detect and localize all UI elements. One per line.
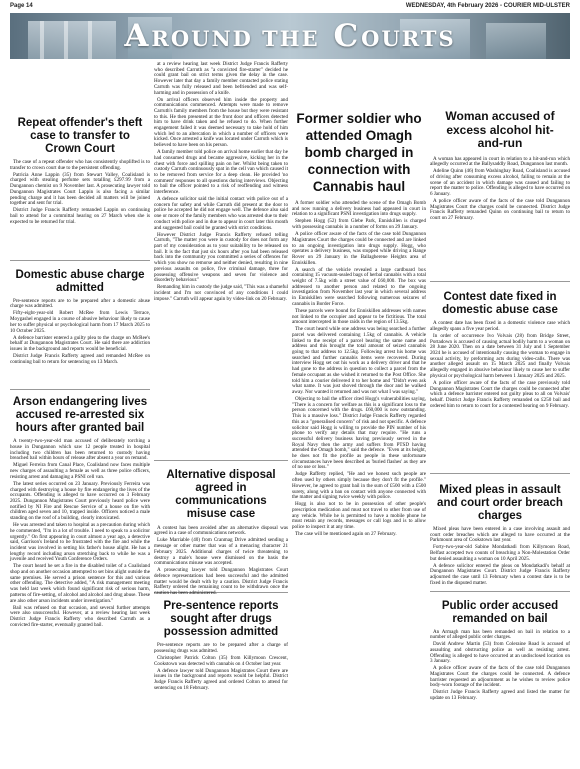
headline-mixed-pleas: Mixed pleas in assault and court order breach charges [437, 483, 563, 522]
headline-former-soldier: Former soldier who attended Omagh bomb charged in connection with Cannabis haul [296, 111, 422, 194]
article-paragraph: These parcels were bound for Enniskillen addresses with names not linked to the occupier and appear to be fictitious. The total amount intercepted in those raids in the region of 13.5kg. [292, 307, 426, 326]
article-paragraph: A twenty-two-year-old man accused of deliberately torching a house in Dungannon which saw 12 people treated in hospital including two children has been returned to custody having breached bail within hours of release after absent a year on remand. [10, 438, 150, 462]
column-2 [154, 62, 288, 733]
article-paragraph: A family member told police on arrival home earlier that day he had consumed drugs and became aggressive, kicking her in the chest with force and spilling pain on her. Whilst being taken to custody Carruth continuously spat in the cell van which caused it to be removed from service for a deep clean. He provided 'no comment' responses to all questions during interviews. Objecting to bail the officer pointed to a risk of reoffending and witness interference. [154, 149, 288, 196]
article-paragraph: He was arrested and taken to hospital as a precaution during which he commented, "I'm in a lot of trouble. I need to speak to a solicitor urgently." On first appearing in court almost a year ago, a detective said, Garrison's Ireland to be frustrated with the fire and while the incident was involved in setting his father's house alight. He has a lengthy record including arson stretching back to while he was a juvenile and received Youth Conference Orders. [10, 522, 150, 563]
article-paragraph: On arrival officers observed him inside the property and communications commenced. Attempts were made to remove Carruth's family members from the house but they were resistant to this. He then presented at the front door and officers detected him to have drink taken and he refused to do. When further engagement failed it was deemed necessary to take hold of him which led to an altercation in which a number of officers were kicked. Once arrested a knife was located under Carruth which is believed to have been on his person. [154, 96, 288, 149]
article-paragraph: Remanding him in custody the judge said, "This was a shameful incident and I'm not convinced of any conditions I could impose." Carruth will appear again by video-link on 20 February. [154, 284, 288, 302]
article-paragraph: However District Judge Francis Rafferty refused telling Carruth, "The matter you were in custody for does not form any part of my consideration as to your suitability to be released on bail. It is the fact that just six hours after you had been released back into the community you committed a series of offences for which you show no remorse and neither denied, resulting in nine previous assaults on police, five criminal damage, three for possessing offensive weapons and seven for violence and disorderly behaviour." [154, 231, 288, 284]
article-paragraph: A former soldier who attended the scene of the Omagh Bomb and now running a delivery business had appeared in court in relation to a significant PSNI investigation into drugs supply. [292, 200, 426, 218]
article-paragraph: The case will be mentioned again on 27 February. [295, 531, 397, 538]
section-banner [10, 13, 570, 59]
article-former-soldier [292, 201, 426, 721]
article-paragraph: Adeline Quinn (46) from Washingbay Road, Coalisland is accused of driving after consuming excess alcohol, failing to remain at the scene of an accident in which damage was caused and failing to report the matter to police. Offending is alleged to have occurred on 6 January. [430, 168, 570, 198]
article-paragraph: An Armagh man has been remanded on bail in relation to a number of alleged public order charges. [430, 628, 570, 641]
article-paragraph: District Judge Francis Rafferty agreed and listed the matter for update on 13 February. [430, 689, 570, 702]
section-title-initial-c: C [333, 18, 362, 54]
article-paragraph: Pre-sentence reports are to be prepared after a charge of possessing drugs was admitted. [154, 642, 288, 655]
article-paragraph: Bail was refused on that occasion, and several further attempts were also unsuccessful. However, at a review hearing last week District Judge Francis Rafferty who described Carruth as a convicted fire-starter, eventually granted bail. [10, 604, 150, 628]
article-paragraph: A defence solicitor said the initial contact with police out of a concern for safety and while Carruth did present at the door to police he accepted he did not engage well. The defence also said one or more of the family members who was arrested due to their conduct with police and in due to appear in court later this month and suggested bail could be granted with strict conditions. [154, 196, 288, 231]
article-paragraph: at a review hearing last week District Judge Francis Rafferty who described Carruth as "a convicted fire-starter" decided he could grant bail on strict terms given the delay in the case. However later that day a family member contacted police stating Carruth was fully released and been befriended and was self-harming and in possession of a knife. [154, 61, 288, 96]
article-paragraph: A police officer aware of the facts of the case previously told Dungannon Magistrates Court the charges could be connected after which a defence barrister entered not guilty pleas to all on Volvais' behalf. District Judge Francis Rafferty remanded on £250 bail and ordered him to return to court for a contested hearing on 9 February. [430, 379, 570, 409]
article-divider [430, 281, 570, 282]
article-paragraph: Christopher Patrick Colton (35) from Killymoon Crescent, Cookstown was detected with cannabis on 4 October last year. [154, 655, 288, 667]
article-paragraph: Miguel Ferreira from Canal Place, Coalisland now faces multiple new charges of assaulting a female as well as three police officers, resisting arrest and damaging a PSNI cell van. [10, 462, 150, 480]
section-title [10, 18, 570, 54]
headline-hit-and-run: Woman accused of excess alcohol hit-and-run [445, 109, 555, 150]
article-paragraph: Stephen Hogg (52) from Glebe Park, Enniskillen is charged with possessing cannabis in a number of forms on 29 January. [292, 218, 426, 231]
article-contest-date [430, 321, 570, 469]
article-hit-and-run [430, 157, 570, 277]
article-paragraph: Mixed pleas have been entered in a case involving assault and court order breaches which are alleged to have occurred at the Parkmount area of Cookstown last year. [430, 525, 570, 544]
column-4 [430, 62, 570, 733]
article-paragraph: A defence barrister entered a guilty plea to the charge on McRee's behalf at Dungannon Magistrates Court. He said there are addiction issues in the background and reports would be beneficial. [10, 334, 150, 352]
headline-contest-date: Contest date fixed in domestic abuse case [442, 291, 558, 317]
article-divider [430, 473, 570, 474]
article-paragraph: Patricia Anne Lappin (35) from Stewart Valley, Coalisland is charged with stealing perfume sets totalling £297.99 from a Dungannon chemist on 9 November last. A prosecuting lawyer told Dungannon Magistrates Court Lappin is also facing a similar pending charge and it has been decided all matters will be joined together and sent for trial. [10, 171, 150, 207]
article-theft-case [10, 160, 150, 256]
section-title-middle: ROUND THE [151, 26, 320, 51]
article-domestic-abuse-admitted [10, 299, 150, 385]
article-divider [154, 460, 288, 461]
article-paragraph: A police officer aware of the facts of the case told Dungannon Magistrates Court the charges could be connected and are linked to an ongoing investigation into drugs supply. Hogg, who operates a delivery business, was stopped while driving a Range Rover on 29 January in the Ballagherene Heights area of Enniskillen. [292, 231, 426, 266]
article-paragraph: Luke Marriable (40) from Cranmag Drive admitted sending a message or other matter that was of a menacing character 21 February 2025. Additional charges of twice threatening to destroy a male's house were dismissed on the basis the communications misuse was accepted. [154, 537, 288, 567]
article-alternative-disposal [154, 524, 288, 597]
article-paragraph: A woman has appeared in court in relation to a hit-and-run which allegedly occurred at the Ballysaddly Road, Dungannon last month. [430, 155, 570, 168]
article-paragraph: In order of occurrence Ivo Volvais (28) from Bridge Street, Portadown is accused of causing actual bodily harm to a woman on 28 June 2020. Then on a date between 31 July and 1 September 2024 he is accused of intentionally causing the woman to engage in sexual activity, by preforming acts during video-calls. There was another alleged assault on 15 March 2025 and finally Volvais allegedly engaged in abusive behaviour likely to cause her to suffer physical or psychological harm between 1 January 2025 and 2025. [430, 332, 570, 379]
article-paragraph: A defence solicitor entered the pleas on Mondatkadi's behalf at Dungannon Magistrates Court. District Judge Francis Rafferty adjourned the case until 13 February when a contest date is to be fixed in the disputed matter. [430, 562, 570, 586]
article-divider [10, 260, 150, 261]
article-paragraph: Objecting to bail the officer cited Hogg's vulnerabilities saying, "There is a concern for welfare as this is a significant loss to the person concerned with the drugs. £60,000 is now outstanding. This is a massive loss." District Judge Francis Rafferty regarded this as a "generalised concern" of risk and not specific. A defence solicitor said Hogg is willing to provide the PIN number of his phone to verify any details that may require. "He runs a successful delivery business having previously served in the Royal Navy then the army and suffers from PTSD having attended the Omagh bomb," said the defence. "Even at its height, he does not fit the profile as people in these unfortunate circumstances have been described as 'buried flashes' as they are of no use or loss." [292, 395, 426, 471]
article-paragraph: Forty-two-year-old Sabine Mondatkadi from Killymoon Road, Belfast accepted two counts of breaching a Non-Molestation Order but denied assaulting a woman on 10 April 2025. [430, 544, 570, 562]
headline-arson-case: Arson endangering lives accused re-arrested six hours after granted bail [12, 396, 148, 435]
article-paragraph: A prosecuting lawyer told Dungannon Magistrates Court defence representations had been successful and the admitted matter would be dealt with by a caution. District Judge Francis Rafferty ordered the remaining count to be withdrawn once the caution has been administered. [154, 567, 288, 597]
article-paragraph: Hogg is also not to be in possession of other people's prescription medication and must not travel to other from use of any vehicle. While he is permitted to have a mobile phone he must retain any records, messages or call logs and is to allow police to inspect it at any time. [292, 501, 426, 531]
article-paragraph: A contest has been avoided after an alternative disposal was agreed in a case of communications network. [154, 524, 288, 537]
article-pre-sentence-reports [154, 643, 288, 735]
column-1 [10, 62, 150, 733]
headline-alternative-disposal: Alternative disposal agreed in communications misuse case [166, 468, 276, 520]
article-paragraph: A contest date has been fixed in a domestic violence case which allegedly spans a five year period. [430, 320, 570, 332]
article-divider [10, 389, 150, 390]
article-paragraph: A police officer aware of the facts of the case told Dungannon Magistrates Court the charges could be connected. District Judge Francis Rafferty remanded Quinn on continuing bail to return to court on 27 February. [430, 198, 570, 222]
page-number: Page 14 [10, 3, 33, 9]
article-arson-case [10, 439, 150, 769]
headline-domestic-abuse-admitted: Domestic abuse charge admitted [15, 268, 145, 294]
article-paragraph: Fifty-eight-year-old Robert McRee from Lewis Terrace, Moygashel engaged in a course of abusive behaviour likely to cause her to suffer physical or psychological harm from 17 March 2025 to 10 October 2025. [10, 310, 150, 334]
article-paragraph: The court heard he set a fire in the disabled toilet of a Coalisland shop and on another occasion attempted to set bins alight outside the same premises. He served a prison sentence for this and various other offending. The detective added, "A risk management meeting was held last week which found significant risk of serious harm, patterns of fire-setting, of alcohol and alcohol and drug abuse. These are also other arson incidents under investigation." [10, 563, 150, 604]
column-3 [292, 62, 426, 733]
article-paragraph: A defence lawyer told Dungannon Magistrates Court there are issues in the background and reports would be helpful. District Judge Francis Rafferty agreed and ordered Colton to attend for sentencing on 18 February. [154, 667, 288, 691]
date-masthead: WEDNESDAY, 4th February 2026 - COURIER MID-ULSTER [405, 3, 570, 9]
article-paragraph: A search of the vehicle revealed a large cardboard box containing 15 vacuum-sealed bags of herbal cannabis with a total weight of 7.5kg with a street value of £60,000. The box was addressed to another person and related to the ongoing investigation from November last year in which several address in Enniskillen were searched following numerous seizures of cannabis in Border Force. [292, 266, 426, 307]
article-paragraph: The latest series occurred on 23 January. Previously Ferreira was charged with destroying a house by fire endangering the lives of the occupants. Offending is alleged to have occurred on 3 February 2025. Dungannon Magistrates Court previously heard police were notified by NI Fire and Rescue Service of a house on fire with children aged seven and 10, trapped inside. Officers noticed a male standing on the roof of a building, clearly intoxicated. [10, 480, 150, 522]
article-mixed-pleas [430, 527, 570, 587]
page-header [10, 3, 570, 13]
article-paragraph: The court heard while one address was being searched a further parcel was delivered containing 1.5kg of cannabis. A vehicle linked to the receipt of a parcel bearing the same name and address and this brought the total amount of seized cannabis going to that address to 12.5kg. Following arrest his home was searched and further cannabis items were recovered. During interview Hogg set out his work as a delivery driver and that he had gone to the address in question to collect a parcel from the female occupant as she wished it returned to the Post Office. She told him a courier delivered it to her home and "Didn't even ask what name. It was just shoved through the door and he walked away. Nor wanted it returned and was not what I was saying." [292, 326, 426, 395]
article-paragraph: The case of a repeat offender who has consistently shoplifted is to transfer to crown court due to the persistent offending. [10, 159, 150, 171]
section-title-end: OURTS [361, 26, 456, 51]
article-paragraph: District Judge Francis Rafferty remanded Lappin on continuing bail to attend for a committal hearing on 27 March when she is expected to be returned for trial. [10, 207, 150, 225]
article-paragraph: David Andrew Martin (53) from Coleraine Road is accused of assaulting and obstructing police as well as resisting arrest. Offending is alleged to have occurred at an undisclosed location on 3 January. [430, 641, 570, 665]
headline-public-order: Public order accused remanded on bail [441, 599, 559, 625]
article-divider [430, 591, 570, 592]
article-public-order [430, 630, 570, 740]
article-paragraph: Pre-sentence reports are to be prepared after a domestic abuse charge was admitted. [10, 297, 150, 310]
article-arson-case-continued [154, 62, 288, 456]
headline-theft-case: Repeat offender's theft case to transfer to Crown Court [17, 117, 143, 155]
section-title-initial-a: A [124, 18, 152, 54]
headline-pre-sentence-reports: Pre-sentence reports sought after drugs possession admitted [163, 600, 279, 639]
article-paragraph: Judge Rafferty replied, "He and we honest such people are often used by others simply because they don't fit the profile." However, he agreed to grant bail in the sum of £500 with a £500 surety, along with a ban on contact with anyone connected with the matter and signing twice weekly with police. [292, 471, 426, 501]
article-paragraph: District Judge Francis Rafferty agreed and remanded McRee on continuing bail to return for sentencing on 13 March. [10, 352, 150, 365]
article-paragraph: A police officer aware of the facts of the case told Dungannon Magistrates Court the charges could be connected. A defence barrister requested an adjournment as he wishes to review police body-worn footage of the incident. [430, 665, 570, 689]
